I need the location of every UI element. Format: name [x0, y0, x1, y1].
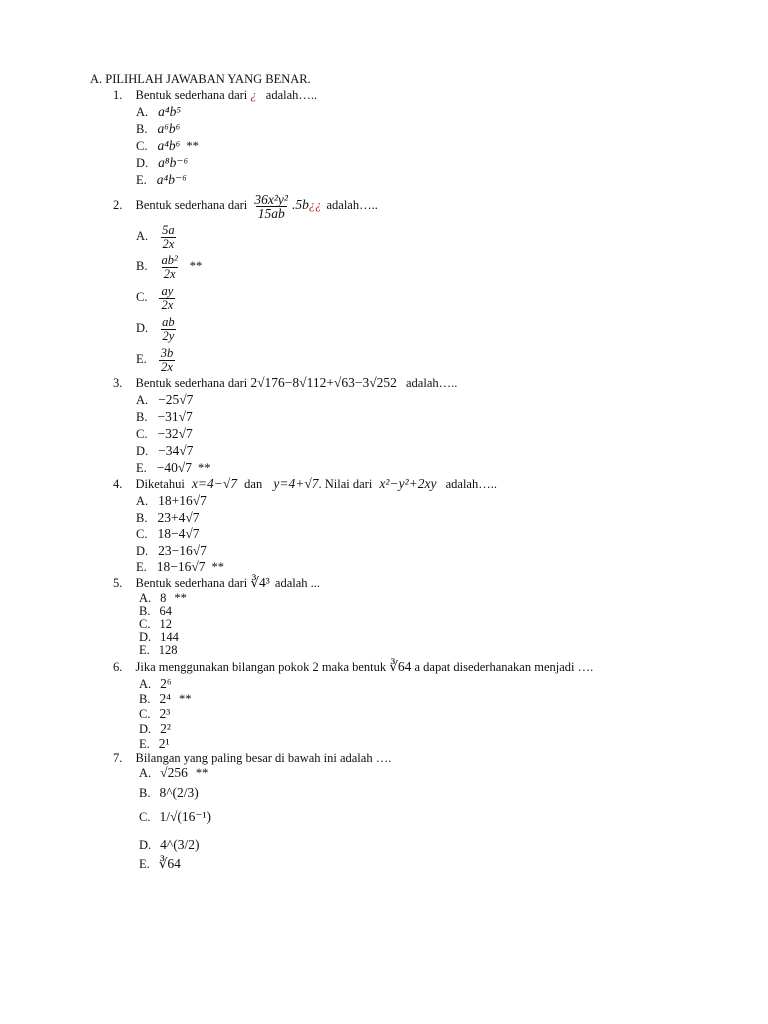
option-expr: 23−16√7 — [158, 543, 207, 558]
y-expression: y=4+√7 — [273, 476, 319, 491]
option-5b — [139, 604, 172, 618]
answer-mark: ** — [195, 766, 209, 780]
option-label: A. — [136, 105, 149, 119]
option-label: C. — [136, 527, 148, 541]
option-7a — [139, 766, 208, 780]
option-fraction — [159, 347, 176, 374]
question-4 — [113, 477, 497, 491]
option-label: A. — [139, 766, 152, 780]
option-expr: ∛64 — [158, 856, 181, 871]
option-expr: 2¹ — [158, 736, 170, 751]
option-7e — [139, 857, 181, 871]
option-4e — [136, 560, 224, 574]
option-label: B. — [136, 259, 148, 273]
option-label: B. — [139, 786, 151, 800]
question-fraction — [252, 193, 290, 220]
option-fraction — [159, 285, 175, 312]
option-label: D. — [139, 722, 152, 736]
option-1c — [136, 139, 199, 153]
option-label: B. — [136, 122, 148, 136]
option-expr: 8 — [160, 591, 167, 605]
option-expr: −32√7 — [157, 426, 193, 441]
option-expr: −34√7 — [158, 443, 194, 458]
option-expr: a⁶b⁶ — [157, 121, 181, 136]
answer-mark: ** — [186, 139, 199, 153]
option-6a — [139, 677, 172, 691]
question-1 — [113, 88, 317, 102]
option-6e — [139, 737, 170, 751]
option-4c — [136, 527, 200, 541]
option-7d — [139, 838, 199, 852]
section-heading: A. PILIHLAH JAWABAN YANG BENAR. — [90, 72, 311, 86]
connector-text: . Nilai dari — [318, 477, 373, 491]
option-label: C. — [139, 707, 151, 721]
option-2a — [136, 222, 179, 251]
question-tail: adalah….. — [326, 198, 378, 212]
option-label: B. — [136, 410, 148, 424]
option-label: A. — [139, 677, 152, 691]
answer-mark: ** — [198, 461, 211, 475]
fraction-denominator: 2x — [163, 266, 176, 281]
option-label: B. — [136, 511, 148, 525]
option-3d — [136, 444, 193, 458]
option-expr: 18−16√7 — [156, 559, 206, 574]
answer-mark: ** — [174, 591, 187, 605]
connector-text: dan — [244, 477, 263, 491]
option-expr: a⁴b⁶ — [157, 138, 181, 153]
option-fraction — [160, 224, 177, 251]
option-6c — [139, 707, 170, 721]
option-expr: −25√7 — [158, 392, 194, 407]
option-2d — [136, 314, 179, 343]
option-expr: 23+4√7 — [157, 510, 200, 525]
question-7 — [113, 751, 391, 765]
option-expr: 18−4√7 — [157, 526, 200, 541]
option-expr: 2⁴ — [159, 691, 171, 706]
option-expr: √256 — [160, 765, 188, 780]
option-label: A. — [139, 591, 152, 605]
option-label: C. — [136, 427, 148, 441]
option-label: D. — [139, 630, 152, 644]
question-number: 6. — [113, 660, 123, 674]
option-label: D. — [136, 544, 149, 558]
question-number: 5. — [113, 576, 123, 590]
option-label: B. — [139, 692, 151, 706]
option-label: E. — [136, 560, 147, 574]
fraction-denominator: 2x — [161, 297, 174, 312]
option-6b — [139, 692, 191, 706]
option-4b — [136, 511, 200, 525]
option-expr: 1/√(16⁻¹) — [159, 809, 212, 824]
fraction-denominator: 2x — [161, 359, 173, 374]
option-label: E. — [136, 461, 147, 475]
option-1d — [136, 156, 188, 170]
x-expression: x=4−√7 — [191, 476, 238, 491]
option-label: A. — [136, 229, 149, 243]
option-expr: 12 — [159, 617, 172, 631]
question-number: 4. — [113, 477, 123, 491]
option-1e — [136, 173, 187, 187]
fraction-numerator: 36x²y² — [254, 191, 288, 207]
question-3 — [113, 376, 457, 390]
option-expr: −31√7 — [157, 409, 193, 424]
option-label: D. — [139, 838, 152, 852]
question-stem: Bentuk sederhana dari — [135, 576, 248, 590]
answer-mark: ** — [211, 560, 225, 574]
broken-reference: ¿ — [250, 88, 257, 102]
option-4a — [136, 494, 207, 508]
question-expression: ∛4³ — [250, 575, 270, 590]
option-label: C. — [139, 810, 151, 824]
option-label: C. — [136, 290, 148, 304]
option-3c — [136, 427, 193, 441]
option-label: C. — [139, 617, 151, 631]
fraction-numerator: ab — [162, 314, 175, 329]
question-number: 7. — [113, 751, 123, 765]
question-tail: adalah….. — [265, 88, 318, 102]
option-5a — [139, 591, 187, 605]
question-stem: Diketahui — [135, 477, 185, 491]
option-label: D. — [136, 321, 149, 335]
question-stem: Bentuk sederhana dari — [135, 88, 248, 102]
option-1b — [136, 122, 180, 136]
option-expr: 8^(2/3) — [159, 785, 199, 800]
option-3e — [136, 461, 211, 475]
fraction-numerator: 5a — [162, 222, 175, 237]
option-label: E. — [136, 173, 147, 187]
question-stem: Bilangan yang paling besar di bawah ini adalah …. — [135, 751, 392, 765]
option-expr: 2³ — [159, 706, 171, 721]
target-expression: x²−y²+2xy — [379, 476, 437, 491]
option-expr: 128 — [158, 643, 178, 657]
option-label: A. — [136, 393, 149, 407]
option-2e — [136, 345, 177, 374]
option-label: E. — [139, 737, 150, 751]
question-number: 1. — [113, 88, 123, 102]
option-label: C. — [136, 139, 148, 153]
question-expression: ∛64 — [389, 659, 412, 674]
option-expr: 2⁶ — [160, 676, 172, 691]
option-label: E. — [136, 352, 147, 366]
option-expr: 4^(3/2) — [160, 837, 200, 852]
option-7c — [139, 810, 211, 824]
option-expr: 64 — [159, 604, 172, 618]
question-stem: Bentuk sederhana dari — [135, 198, 248, 212]
option-3a — [136, 393, 193, 407]
answer-mark: ** — [189, 259, 203, 273]
fraction-denominator: 2x — [162, 236, 175, 251]
question-factor: .5b — [291, 197, 309, 212]
fraction-denominator: 2y — [162, 328, 175, 343]
option-5d — [139, 630, 179, 644]
fraction-numerator: ay — [161, 283, 174, 298]
fraction-numerator: 3b — [160, 345, 174, 360]
option-5c — [139, 617, 172, 631]
question-tail: adalah ... — [274, 576, 321, 590]
option-expr: 2² — [160, 721, 171, 736]
question-expression: 2√176−8√112+√63−3√252 — [250, 375, 397, 390]
question-stem: Bentuk sederhana dari — [135, 376, 248, 390]
option-2c — [136, 283, 177, 312]
option-7b — [139, 786, 199, 800]
question-tail: a dapat disederhanakan menjadi …. — [414, 660, 594, 674]
option-expr: a⁴b⁵ — [158, 104, 182, 119]
question-5 — [113, 576, 320, 590]
option-2b — [136, 252, 202, 281]
option-5e — [139, 643, 178, 657]
option-3b — [136, 410, 193, 424]
question-6 — [113, 660, 593, 674]
question-stem: Jika menggunakan bilangan pokok 2 maka bentuk — [135, 660, 387, 674]
option-fraction — [159, 254, 179, 281]
option-expr: a⁸b⁻⁶ — [158, 155, 189, 170]
option-expr: −40√7 — [156, 460, 193, 475]
option-expr: 18+16√7 — [158, 493, 207, 508]
option-label: E. — [139, 643, 150, 657]
fraction-numerator: ab² — [161, 252, 178, 267]
option-fraction — [160, 316, 177, 343]
question-2 — [113, 190, 378, 220]
option-4d — [136, 544, 207, 558]
option-expr: 144 — [160, 630, 179, 644]
answer-mark: ** — [178, 692, 192, 706]
question-tail: adalah….. — [445, 477, 497, 491]
option-label: E. — [139, 857, 150, 871]
question-tail: adalah….. — [406, 376, 458, 390]
option-label: D. — [136, 444, 149, 458]
option-label: B. — [139, 604, 151, 618]
option-expr: a⁴b⁻⁶ — [156, 172, 187, 187]
question-number: 3. — [113, 376, 123, 390]
option-label: A. — [136, 494, 149, 508]
option-label: D. — [136, 156, 149, 170]
question-number: 2. — [113, 198, 123, 212]
option-1a — [136, 105, 181, 119]
option-6d — [139, 722, 171, 736]
broken-reference: ¿¿ — [308, 198, 322, 212]
fraction-denominator: 15ab — [257, 205, 285, 221]
